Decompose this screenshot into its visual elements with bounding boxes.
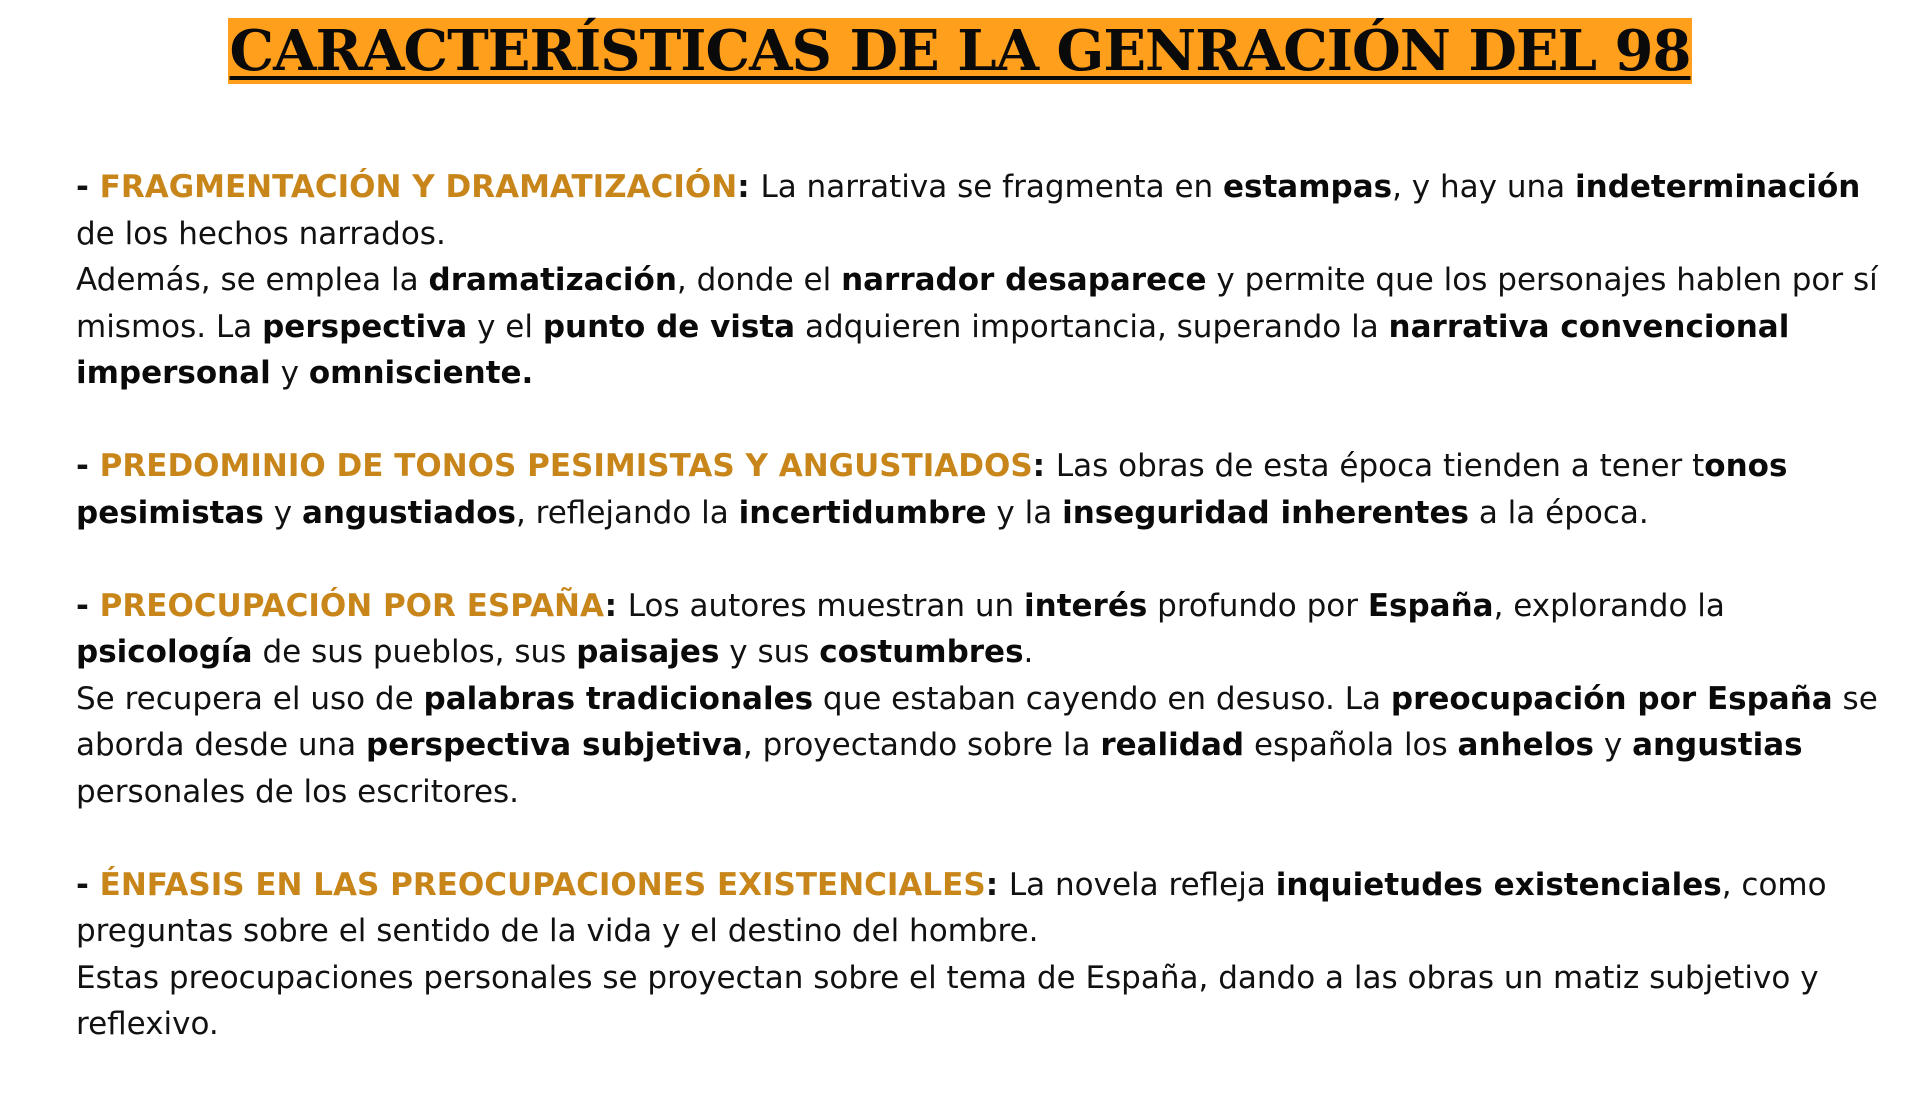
text-run: adquieren importancia, superando la xyxy=(795,308,1389,345)
text-run: Los autores muestran un xyxy=(627,587,1024,624)
document-body xyxy=(76,164,1906,1094)
text-run: de los hechos narrados. xyxy=(76,215,446,252)
bold-term: perspectiva subjetiva xyxy=(366,727,743,763)
text-run: , explorando la xyxy=(1493,587,1725,624)
text-run: profundo por xyxy=(1147,587,1368,624)
page-title: CARACTERÍSTICAS DE LA GENRACIÓN DEL 98 xyxy=(229,18,1691,84)
bold-term: preocupación por España xyxy=(1390,680,1833,717)
bullet-dash: - xyxy=(76,448,100,484)
text-run: y el xyxy=(467,308,543,345)
paragraph xyxy=(76,583,1906,676)
bold-term: angustias xyxy=(1632,727,1803,763)
bold-term: punto de vista xyxy=(542,308,796,345)
text-run: Estas preocupaciones personales se proyectan sobre el tema de España, dando a las obras un matiz subjetivo y reflexivo. xyxy=(76,959,1819,1042)
text-run: Se recupera el uso de xyxy=(76,680,424,717)
bullet-dash: - xyxy=(76,866,100,903)
heading-colon: : xyxy=(737,169,761,205)
section xyxy=(76,583,1906,816)
text-run: personales de los escritores. xyxy=(76,773,520,810)
text-run: , como preguntas sobre el sentido de la vida y el destino del hombre. xyxy=(76,866,1827,949)
paragraph xyxy=(76,862,1906,955)
bold-term: costumbres xyxy=(819,634,1024,670)
paragraph xyxy=(76,164,1906,257)
heading-colon: : xyxy=(985,866,1009,903)
text-run: . xyxy=(1023,634,1034,670)
bold-term: paisajes xyxy=(576,634,720,670)
text-run: se aborda desde una xyxy=(76,680,1878,763)
bold-term: estampas xyxy=(1223,169,1393,205)
bullet-dash: - xyxy=(76,169,100,205)
text-run: y xyxy=(1594,727,1633,763)
bold-term: perspectiva xyxy=(262,308,468,345)
bold-term: inquietudes existenciales xyxy=(1275,866,1722,903)
heading-colon: : xyxy=(604,587,628,624)
text-run: , reflejando la xyxy=(515,494,739,531)
bold-term: realidad xyxy=(1100,727,1245,763)
bold-term: anhelos xyxy=(1457,727,1594,763)
bold-term: palabras tradicionales xyxy=(423,680,814,717)
bold-term: narrativa convencional impersonal xyxy=(76,308,1790,391)
paragraph xyxy=(76,257,1906,397)
title-banner xyxy=(0,18,1920,84)
bullet-dash: - xyxy=(76,587,100,624)
text-run: , proyectando sobre la xyxy=(742,727,1101,763)
text-run: La novela refleja xyxy=(1008,866,1276,903)
section xyxy=(76,862,1906,1048)
section-heading: PREDOMINIO DE TONOS PESIMISTAS Y ANGUSTIADOS xyxy=(99,448,1033,484)
paragraph xyxy=(76,443,1906,536)
bold-term: narrador desaparece xyxy=(841,262,1207,298)
bold-term: España xyxy=(1367,587,1494,624)
text-run: a la época. xyxy=(1468,494,1649,531)
text-run: , donde el xyxy=(676,262,842,298)
bold-term: psicología xyxy=(76,634,253,670)
text-run: y permite que los personajes hablen por sí mismos. La xyxy=(76,262,1878,345)
section xyxy=(76,164,1906,397)
text-run: Además, se emplea la xyxy=(76,262,429,298)
text-run: de sus pueblos, sus xyxy=(252,634,577,670)
heading-colon: : xyxy=(1032,448,1056,484)
bold-term: indeterminación xyxy=(1575,169,1861,205)
section xyxy=(76,443,1906,536)
paragraph xyxy=(76,676,1906,816)
text-run: y xyxy=(270,355,309,391)
bold-term: omnisciente. xyxy=(308,355,534,391)
section-heading: FRAGMENTACIÓN Y DRAMATIZACIÓN xyxy=(99,169,738,205)
bold-term: interés xyxy=(1024,587,1148,624)
text-run: española los xyxy=(1244,727,1458,763)
text-run: , y hay una xyxy=(1392,169,1575,205)
section-heading: ÉNFASIS EN LAS PREOCUPACIONES EXISTENCIALES xyxy=(99,866,986,903)
text-run: y xyxy=(263,494,302,531)
bold-term: dramatización xyxy=(428,262,677,298)
section-heading: PREOCUPACIÓN POR ESPAÑA xyxy=(99,587,605,624)
bold-term: incertidumbre xyxy=(738,494,987,531)
bold-term: inseguridad inherentes xyxy=(1062,494,1469,531)
text-run: Las obras de esta época tienden a tener t xyxy=(1055,448,1705,484)
text-run: y sus xyxy=(719,634,820,670)
text-run: La narrativa se fragmenta en xyxy=(760,169,1224,205)
bold-term: onos pesimistas xyxy=(76,448,1788,531)
text-run: que estaban cayendo en desuso. La xyxy=(813,680,1391,717)
bold-term: angustiados xyxy=(301,494,516,531)
text-run: y la xyxy=(986,494,1063,531)
paragraph xyxy=(76,955,1906,1048)
